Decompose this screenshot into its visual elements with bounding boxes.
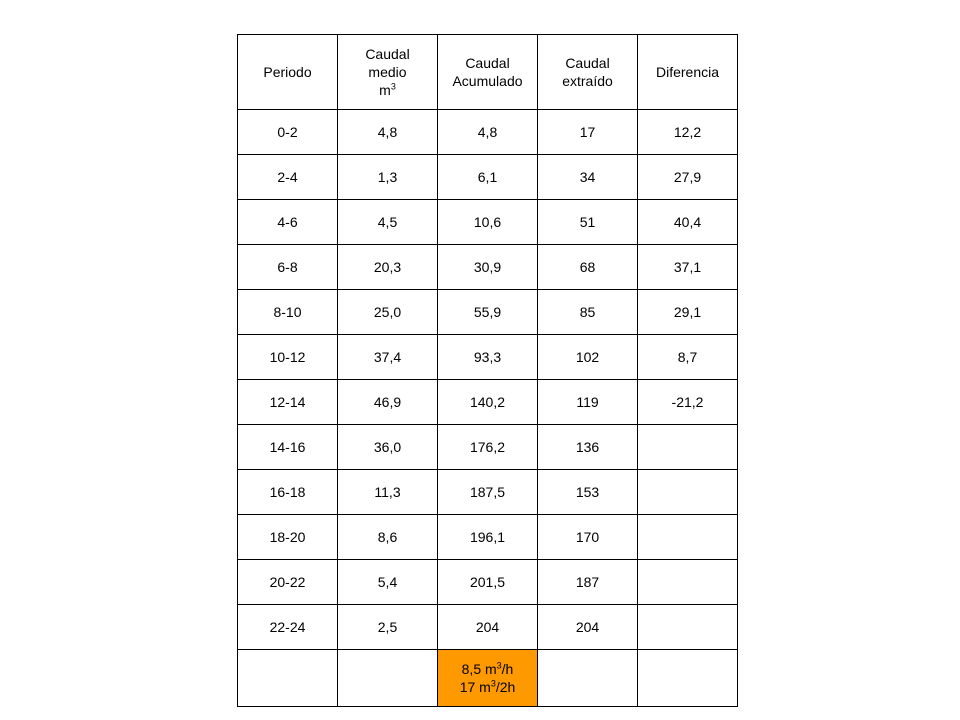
cell-extraido: 136 [538, 425, 638, 470]
table-row [238, 560, 738, 605]
cell-diferencia [638, 425, 738, 470]
footer-empty-cell [238, 650, 338, 707]
highlighted-extraction-rate: 8,5 $m^3/h$ 17 $m^3/2h$ [438, 650, 538, 707]
table-row [238, 470, 738, 515]
cell-medio: 5,4 [338, 560, 438, 605]
cell-diferencia [638, 515, 738, 560]
cell-diferencia: 29,1 [638, 290, 738, 335]
table-row [238, 335, 738, 380]
cell-extraido: 17 [538, 110, 638, 155]
flow-table [237, 34, 738, 707]
cell-acumulado: 93,3 [438, 335, 538, 380]
header-periodo: Periodo [238, 35, 338, 110]
cell-medio: 8,6 [338, 515, 438, 560]
cell-diferencia: 37,1 [638, 245, 738, 290]
cell-extraido: 170 [538, 515, 638, 560]
cell-periodo: 10-12 [238, 335, 338, 380]
cell-medio: 1,3 [338, 155, 438, 200]
cell-acumulado: 204 [438, 605, 538, 650]
cell-extraido: 102 [538, 335, 638, 380]
cell-acumulado: 196,1 [438, 515, 538, 560]
cell-extraido: 68 [538, 245, 638, 290]
cell-periodo: 6-8 [238, 245, 338, 290]
cell-medio: 36,0 [338, 425, 438, 470]
cell-periodo: 14-16 [238, 425, 338, 470]
footer-row [238, 650, 738, 707]
cell-extraido: 119 [538, 380, 638, 425]
footer-empty-cell [338, 650, 438, 707]
cell-diferencia: 8,7 [638, 335, 738, 380]
cell-periodo: 4-6 [238, 200, 338, 245]
table-row [238, 515, 738, 560]
cell-acumulado: 201,5 [438, 560, 538, 605]
cell-medio: 37,4 [338, 335, 438, 380]
cell-periodo: 2-4 [238, 155, 338, 200]
cell-periodo: 18-20 [238, 515, 338, 560]
cell-diferencia [638, 470, 738, 515]
cell-medio: 46,9 [338, 380, 438, 425]
table-row [238, 605, 738, 650]
cell-acumulado: 30,9 [438, 245, 538, 290]
header-row [238, 35, 738, 110]
cell-periodo: 0-2 [238, 110, 338, 155]
cell-diferencia: 40,4 [638, 200, 738, 245]
header-diferencia: Diferencia [638, 35, 738, 110]
cell-medio: 2,5 [338, 605, 438, 650]
cell-extraido: 187 [538, 560, 638, 605]
cell-acumulado: 55,9 [438, 290, 538, 335]
cell-diferencia: 12,2 [638, 110, 738, 155]
footer-empty-cell [538, 650, 638, 707]
table-row [238, 425, 738, 470]
cell-medio: 11,3 [338, 470, 438, 515]
cell-acumulado: 187,5 [438, 470, 538, 515]
table-row [238, 380, 738, 425]
table-row [238, 200, 738, 245]
header-caudal-medio: Caudal medio $m^3$ [338, 35, 438, 110]
table-row [238, 155, 738, 200]
cell-extraido: 51 [538, 200, 638, 245]
cell-acumulado: 6,1 [438, 155, 538, 200]
cell-diferencia: 27,9 [638, 155, 738, 200]
cell-medio: 25,0 [338, 290, 438, 335]
cell-acumulado: 4,8 [438, 110, 538, 155]
cell-periodo: 8-10 [238, 290, 338, 335]
cell-periodo: 20-22 [238, 560, 338, 605]
cell-acumulado: 176,2 [438, 425, 538, 470]
cell-extraido: 85 [538, 290, 638, 335]
cell-periodo: 22-24 [238, 605, 338, 650]
cell-diferencia: -21,2 [638, 380, 738, 425]
cell-periodo: 16-18 [238, 470, 338, 515]
cell-medio: 4,5 [338, 200, 438, 245]
cell-acumulado: 10,6 [438, 200, 538, 245]
header-caudal-extraido: Caudal extraído [538, 35, 638, 110]
cell-periodo: 12-14 [238, 380, 338, 425]
cell-medio: 4,8 [338, 110, 438, 155]
cell-diferencia [638, 560, 738, 605]
table-row [238, 110, 738, 155]
table-row [238, 245, 738, 290]
footer-empty-cell [638, 650, 738, 707]
header-caudal-acumulado: Caudal Acumulado [438, 35, 538, 110]
cell-extraido: 34 [538, 155, 638, 200]
cell-diferencia [638, 605, 738, 650]
cell-extraido: 204 [538, 605, 638, 650]
cell-extraido: 153 [538, 470, 638, 515]
cell-acumulado: 140,2 [438, 380, 538, 425]
table-row [238, 290, 738, 335]
cell-medio: 20,3 [338, 245, 438, 290]
